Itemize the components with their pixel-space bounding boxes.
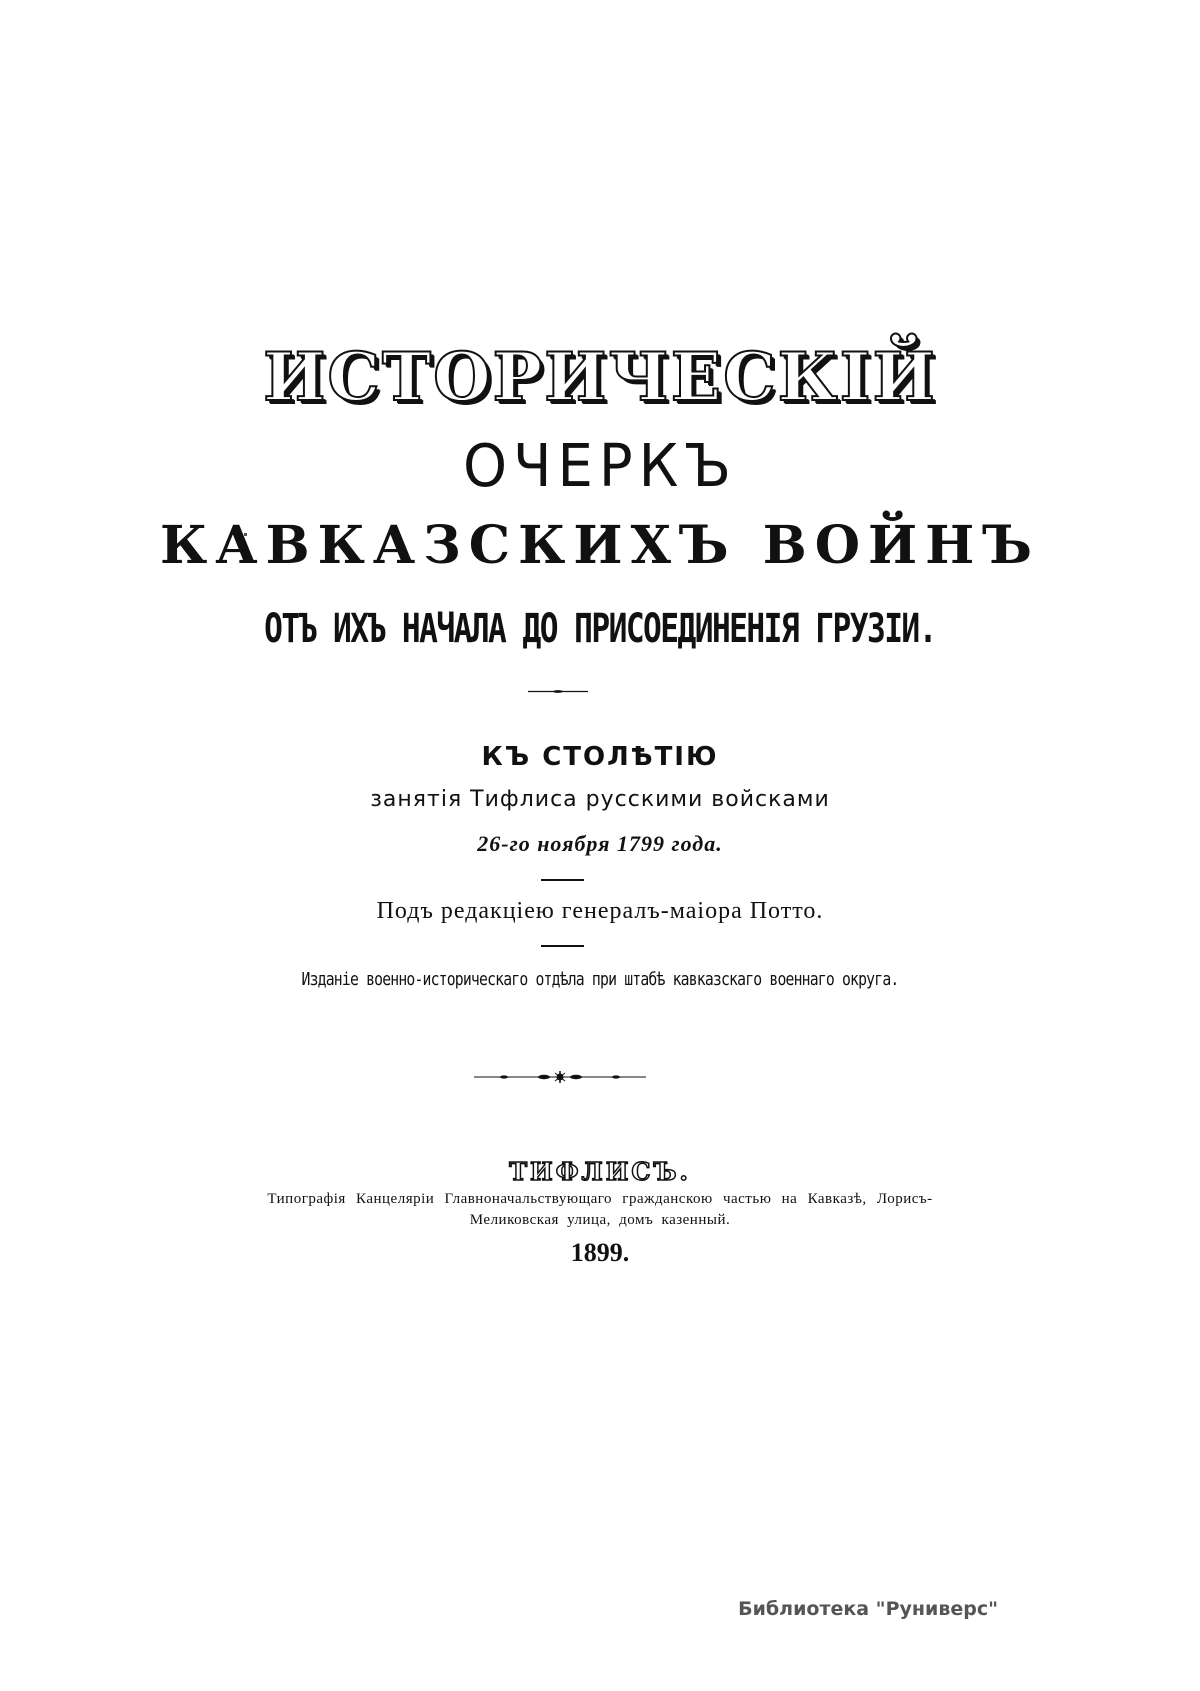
city-name: ТИФЛИСЪ. xyxy=(509,1157,691,1186)
divider-rule xyxy=(541,879,584,881)
dash-ornament-icon xyxy=(528,690,588,693)
library-watermark: Библиотека "Руниверс" xyxy=(738,1598,998,1620)
edition-line: Изданіе военно-историческаго отдѣла при штабѣ кавказскаго военнаго округа. xyxy=(301,969,899,990)
centenary-heading: КЪ СТОЛѢТІЮ xyxy=(481,742,719,772)
date-line: 26-го ноября 1799 года. xyxy=(477,831,723,856)
heading-line-2: ОЧЕРКЪ xyxy=(463,432,737,501)
flourish-ornament-icon xyxy=(474,1070,646,1084)
printer-line-2: Меликовская улица, домъ казенный. xyxy=(469,1212,731,1228)
heading-line-3: КАВКАЗСКИХЪ ВОЙНЪ xyxy=(159,515,1041,576)
heading-line-1: ИСТОРИЧЕСКІЙ xyxy=(263,338,937,416)
occupation-line: занятія Тифлиса русскими войсками xyxy=(370,787,830,812)
heading-line-4: ОТЪ ИХЪ НАЧАЛА ДО ПРИСОЕДИНЕНІЯ ГРУЗІИ. xyxy=(264,606,936,652)
divider-rule xyxy=(541,945,584,947)
publication-year: 1899. xyxy=(570,1238,630,1267)
printer-line-1: Типографія Канцеляріи Главноначальствующаго гражданскою частью на Кавказѣ, Лорисъ- xyxy=(267,1191,933,1207)
editor-line: Подъ редакціею генералъ-маіора Потто. xyxy=(376,898,824,924)
